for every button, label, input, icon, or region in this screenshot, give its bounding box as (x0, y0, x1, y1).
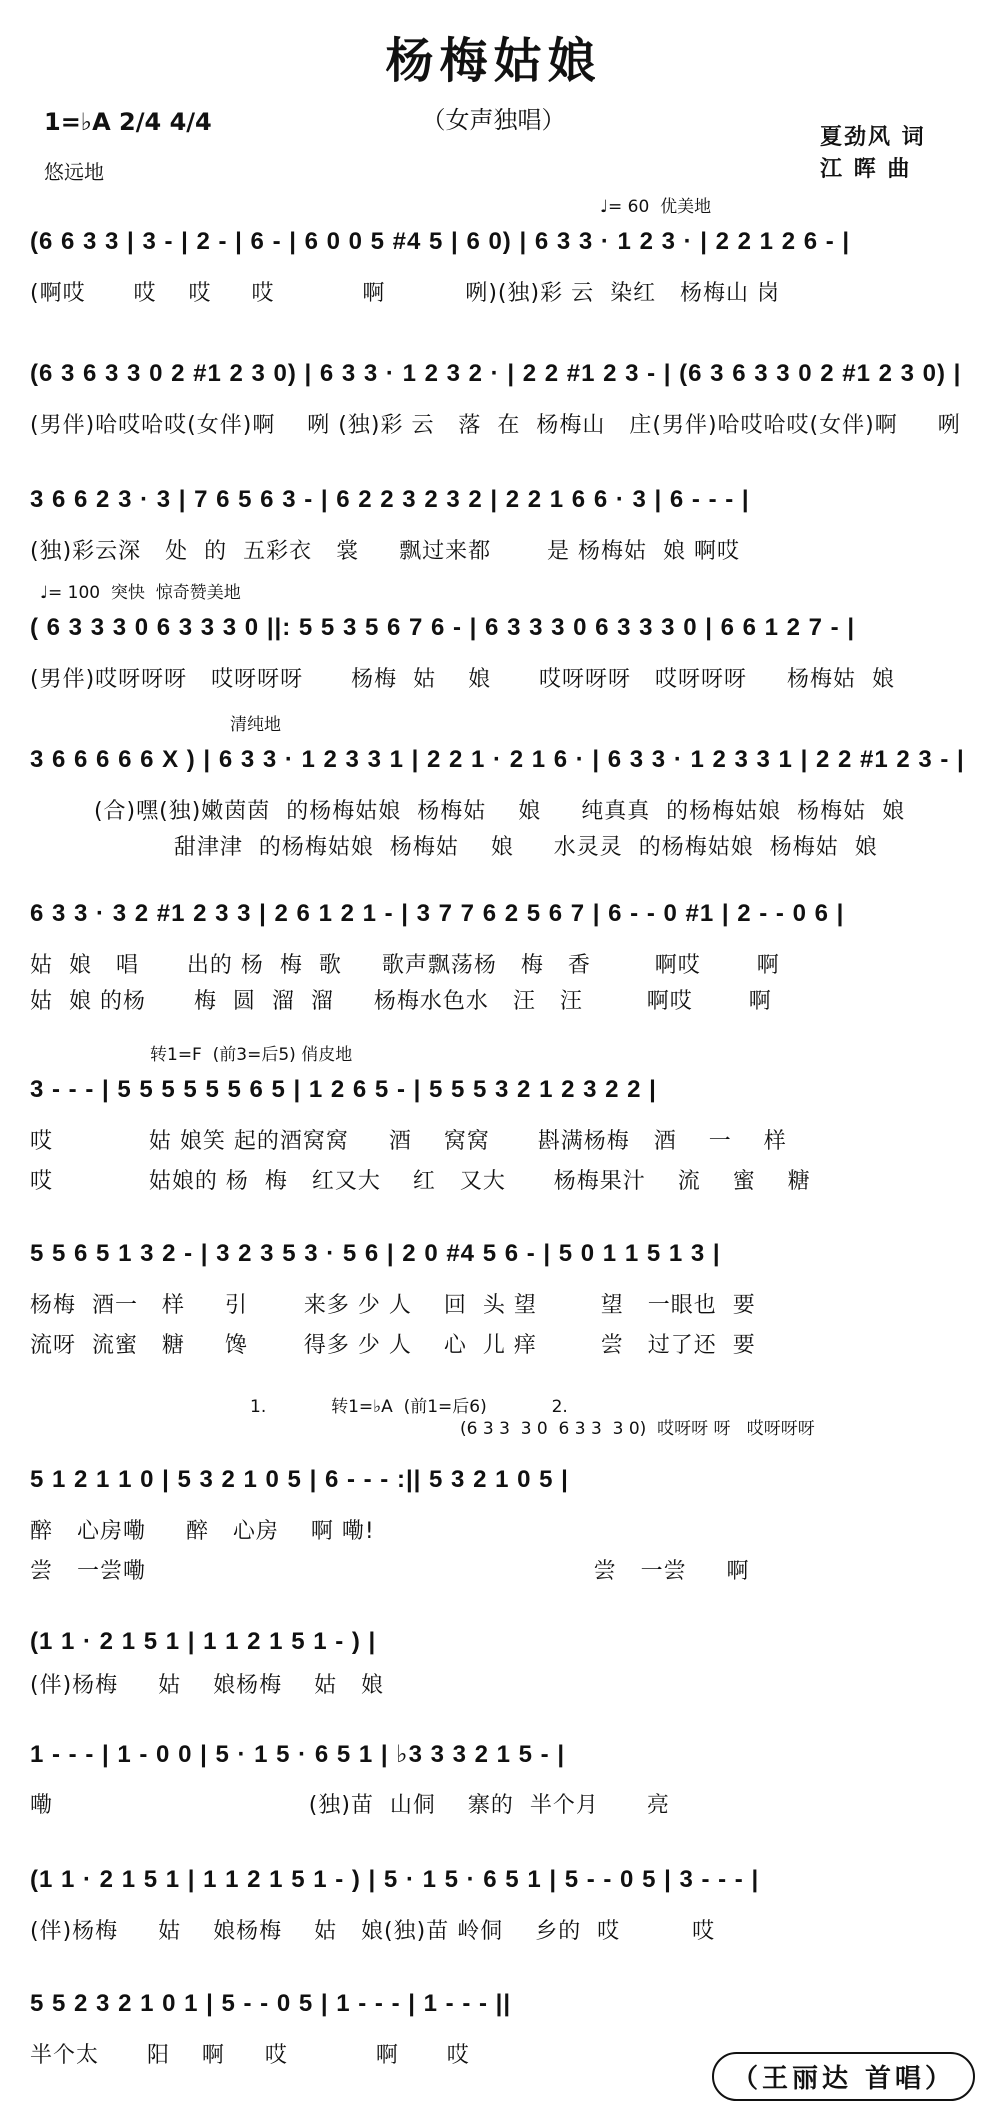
volta-mark: 1. 转1=♭A (前1=后6) 2. (250, 1397, 568, 1417)
page-subtitle: （女声独唱） (421, 106, 566, 134)
notation-line: (6 6 3 3 | 3 - | 2 - | 6 - | 6 0 0 5 #4 5 | 6 0) | 6 3 3 · 1 2 3 · | 2 2 1 2 6 - | (30, 228, 851, 255)
lyric-line-2: 姑 娘 的杨 梅 圆 溜 溜 杨梅水色水 汪 汪 啊哎 啊 (30, 989, 772, 1014)
lyric-line-1: (男伴)哎呀呀呀 哎呀呀呀 杨梅 姑 娘 哎呀呀呀 哎呀呀呀 杨梅姑 娘 (30, 667, 895, 692)
system-mark: 清纯地 (230, 715, 281, 735)
lyric-line-1: 哎 姑 娘笑 起的酒窝窝 酒 窝窝 斟满杨梅 酒 一 样 (30, 1129, 787, 1154)
system-mark: 转1=F (前3=后5) 俏皮地 (150, 1045, 353, 1065)
lyricist-credit: 夏劲风 词 (820, 125, 926, 150)
system-mark: ♩= 60 优美地 (600, 197, 712, 217)
notation-line: 6 3 3 · 3 2 #1 2 3 3 | 2 6 1 2 1 - | 3 7 7 6 2 5 6 7 | 6 - - 0 #1 | 2 - - 0 6 | (30, 900, 845, 927)
lyric-line-1: (独)彩云深 处 的 五彩衣 裳 飘过来都 是 杨梅姑 娘 啊哎 (30, 539, 740, 564)
notation-line: (1 1 · 2 1 5 1 | 1 1 2 1 5 1 - ) | 5 · 1 5 · 6 5 1 | 5 - - 0 5 | 3 - - - | (30, 1866, 760, 1893)
lyric-line-1: (男伴)哈哎哈哎(女伴)啊 咧 (独)彩 云 落 在 杨梅山 庄(男伴)哈哎哈哎(女伴)啊 咧 (30, 413, 961, 438)
system-mark: ♩= 100 突快 惊奇赞美地 (40, 583, 241, 603)
notation-line: 3 - - - | 5 5 5 5 5 5 6 5 | 1 2 6 5 - | 5 5 5 3 2 1 2 3 2 2 | (30, 1076, 657, 1103)
performer-credit: （王丽达 首唱） (712, 2052, 975, 2101)
lyric-line-2: 甜津津 的杨梅姑娘 杨梅姑 娘 水灵灵 的杨梅姑娘 杨梅姑 娘 (30, 835, 878, 860)
lyric-line-1: (伴)杨梅 姑 娘杨梅 姑 娘(独)苗 岭侗 乡的 哎 哎 (30, 1919, 716, 1944)
notation-line: 5 5 2 3 2 1 0 1 | 5 - - 0 5 | 1 - - - | 1 - - - || (30, 1990, 512, 2017)
lyric-line-1: (啊哎 哎 哎 哎 啊 咧)(独)彩 云 染红 杨梅山 岗 (30, 281, 781, 306)
lyric-line-1: 醉 心房嘞 醉 心房 啊 嘞! (30, 1519, 375, 1544)
notation-line: 5 1 2 1 1 0 | 5 3 2 1 0 5 | 6 - - - :|| 5 3 2 1 0 5 | (30, 1466, 569, 1493)
notation-line: ( 6 3 3 3 0 6 3 3 3 0 ||: 5 5 3 5 6 7 6 - | 6 3 3 3 0 6 3 3 3 0 | 6 6 1 2 7 - | (30, 614, 856, 641)
lyric-line-1: 半个太 阳 啊 哎 啊 哎 (30, 2043, 470, 2068)
lyric-line-1: 姑 娘 唱 出的 杨 梅 歌 歌声飘荡杨 梅 香 啊哎 啊 (30, 953, 780, 978)
tempo-marking: 悠远地 (44, 160, 104, 184)
notation-line: (1 1 · 2 1 5 1 | 1 1 2 1 5 1 - ) | (30, 1628, 377, 1655)
lyric-line-1: (伴)杨梅 姑 娘杨梅 姑 娘 (30, 1673, 385, 1698)
lyric-line-2: 哎 姑娘的 杨 梅 红又大 红 又大 杨梅果汁 流 蜜 糖 (30, 1169, 811, 1194)
notation-line: (6 3 6 3 3 0 2 #1 2 3 0) | 6 3 3 · 1 2 3 2 · | 2 2 #1 2 3 - | (6 3 6 3 3 0 2 #1 2 3 0) | (30, 360, 962, 387)
key-signature: 1=♭A 2/4 4/4 (44, 108, 212, 136)
lyric-line-2: 尝 一尝嘞 尝 一尝 啊 (30, 1559, 750, 1584)
lyric-line-1: (合)嘿(独)嫩茵茵 的杨梅姑娘 杨梅姑 娘 纯真真 的杨梅姑娘 杨梅姑 娘 (30, 799, 906, 824)
composer-credit: 江 晖 曲 (820, 157, 912, 182)
notation-line: 1 - - - | 1 - 0 0 | 5 · 1 5 · 6 5 1 | ♭3 3 3 2 1 5 - | (30, 1741, 566, 1768)
page-title: 杨梅姑娘 (385, 33, 602, 89)
lyric-line-1: 杨梅 酒一 样 引 来多 少 人 回 头 望 望 一眼也 要 (30, 1293, 756, 1318)
notation-line: 5 5 6 5 1 3 2 - | 3 2 3 5 3 · 5 6 | 2 0 #4 5 6 - | 5 0 1 1 5 1 3 | (30, 1240, 721, 1267)
interlude-mark: (6 3 3 3 0 6 3 3 3 0) 哎呀呀 呀 哎呀呀呀 (460, 1419, 815, 1439)
notation-line: 3 6 6 6 6 6 X ) | 6 3 3 · 1 2 3 3 1 | 2 2 1 · 2 1 6 · | 6 3 3 · 1 2 3 3 1 | 2 2 #1 2 3 - | (30, 746, 965, 773)
lyric-line-2: 流呀 流蜜 糖 馋 得多 少 人 心 儿 痒 尝 过了还 要 (30, 1333, 756, 1358)
lyric-line-1: 嘞 (独)苗 山侗 寨的 半个月 亮 (30, 1793, 670, 1818)
notation-line: 3 6 6 2 3 · 3 | 7 6 5 6 3 - | 6 2 2 3 2 3 2 | 2 2 1 6 6 · 3 | 6 - - - | (30, 486, 750, 513)
